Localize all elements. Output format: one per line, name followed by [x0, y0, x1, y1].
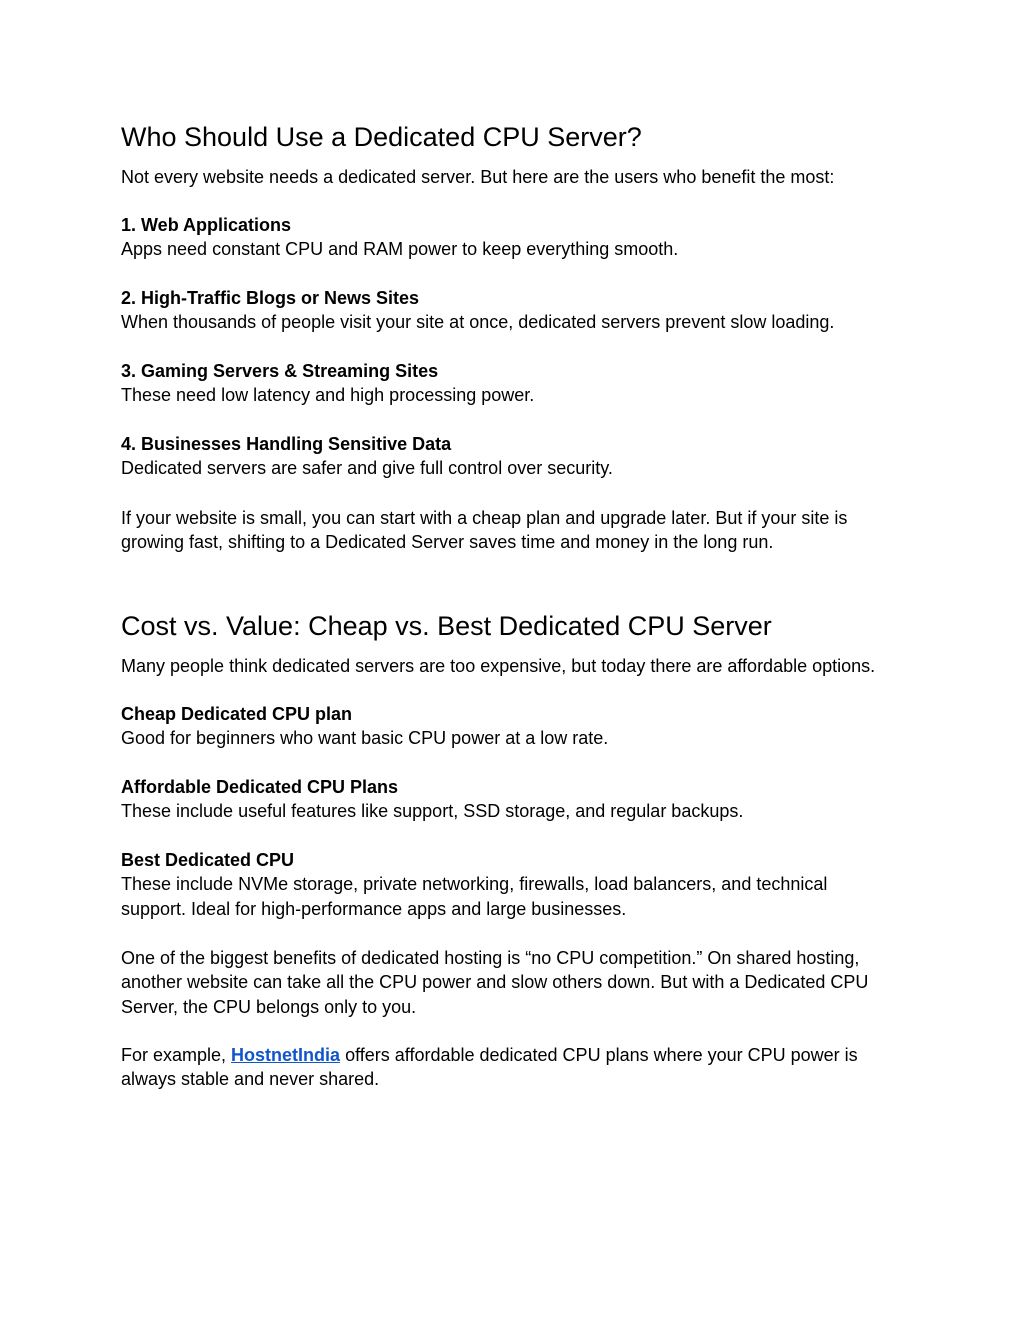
section-heading-who-should-use: Who Should Use a Dedicated CPU Server?	[121, 122, 642, 152]
list-item	[121, 432, 897, 481]
item-title: 1. Web Applications	[121, 215, 292, 235]
section-heading-cost-vs-value: Cost vs. Value: Cheap vs. Best Dedicated CPU Server	[121, 611, 772, 641]
item-body: Good for beginners who want basic CPU power at a low rate.	[121, 728, 609, 749]
item-title: Cheap Dedicated CPU plan	[121, 704, 353, 724]
item-title: Affordable Dedicated CPU Plans	[121, 777, 399, 797]
item-title: Best Dedicated CPU	[121, 850, 295, 870]
item-body: When thousands of people visit your site at once, dedicated servers prevent slow loading.	[121, 312, 835, 333]
list-item	[121, 286, 897, 335]
item-title: 2. High-Traffic Blogs or News Sites	[121, 288, 420, 308]
item-body: These include useful features like support, SSD storage, and regular backups.	[121, 801, 744, 822]
list-item	[121, 775, 897, 824]
list-item	[121, 359, 897, 408]
section1-intro: Not every website needs a dedicated server. But here are the users who benefit the most:	[121, 167, 835, 187]
example-prefix: For example,	[121, 1045, 232, 1065]
item-title: 3. Gaming Servers & Streaming Sites	[121, 361, 439, 381]
section2-example	[121, 1043, 897, 1092]
list-item	[121, 213, 897, 262]
section2-benefit: One of the biggest benefits of dedicated hosting is “no CPU competition.” On shared hosting, another website can take all the CPU power and slow others down. But with a Dedicated CPU Server, the CPU belongs only to you.	[121, 948, 869, 1017]
hostnetindia-link[interactable]: HostnetIndia	[231, 1045, 341, 1065]
list-item	[121, 848, 897, 921]
item-body: Apps need constant CPU and RAM power to keep everything smooth.	[121, 239, 679, 260]
list-item	[121, 702, 897, 751]
example-suffix: offers affordable dedicated CPU plans where your CPU power is always stable and never shared.	[121, 1045, 858, 1090]
item-body: Dedicated servers are safer and give full control over security.	[121, 458, 613, 479]
item-title: 4. Businesses Handling Sensitive Data	[121, 434, 452, 454]
section2-intro: Many people think dedicated servers are too expensive, but today there are affordable options.	[121, 656, 876, 676]
item-body: These include NVMe storage, private networking, firewalls, load balancers, and technical support. Ideal for high-performance apps and large businesses.	[121, 874, 828, 919]
section1-closing: If your website is small, you can start with a cheap plan and upgrade later. But if your site is growing fast, shifting to a Dedicated Server saves time and money in the long run.	[121, 508, 848, 553]
item-body: These need low latency and high processing power.	[121, 385, 535, 406]
